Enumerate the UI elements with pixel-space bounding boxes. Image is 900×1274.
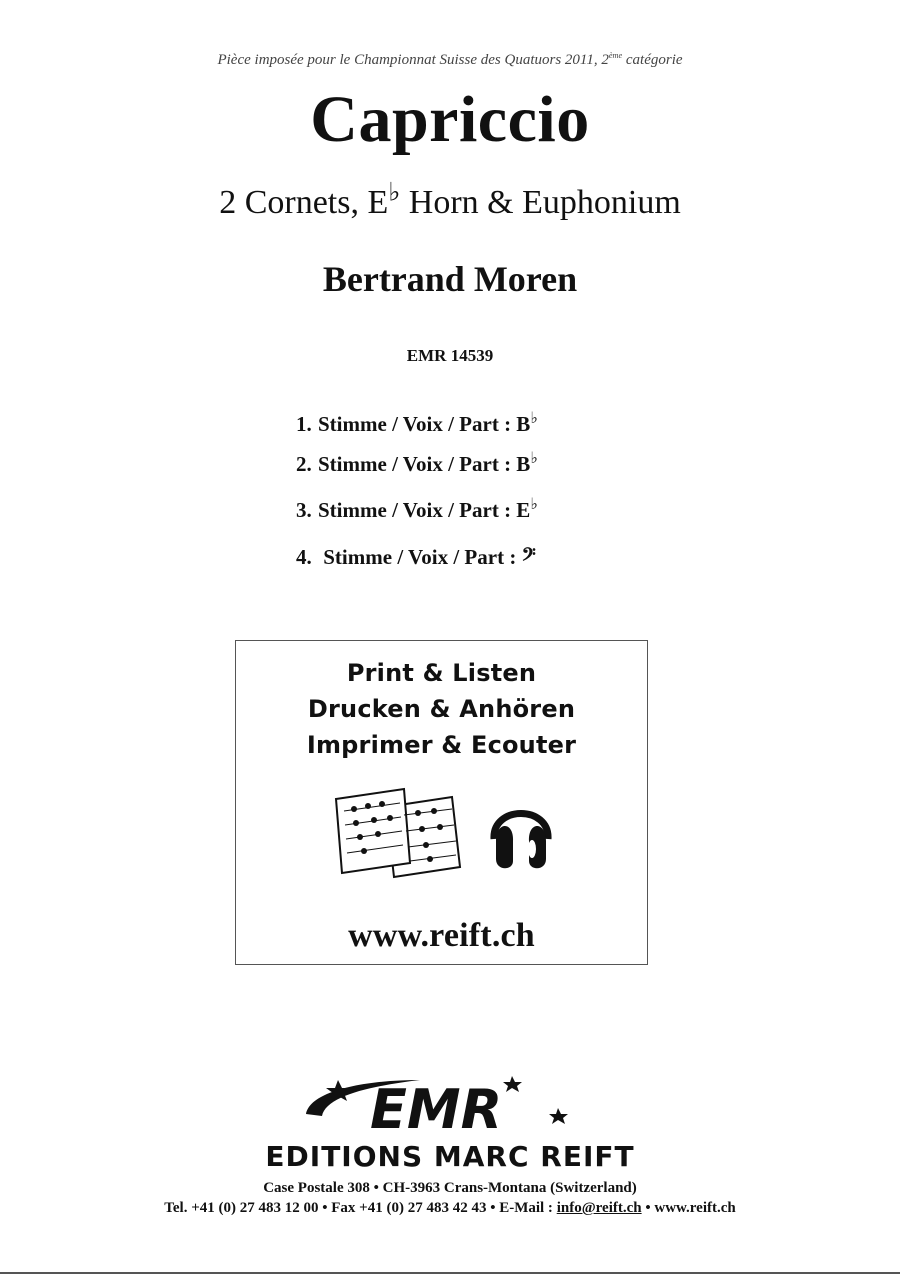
treble-clef-icon: 𝄢	[521, 544, 536, 569]
promo-line-en: Print & Listen	[346, 659, 537, 687]
sheet-music-icon	[334, 787, 464, 881]
website-url[interactable]: www.reift.ch	[348, 917, 535, 954]
part-line-4: 4. Stimme / Voix / Part : 𝄢	[296, 544, 536, 569]
email-link[interactable]: info@reift.ch	[556, 1200, 642, 1216]
publisher-name: EDITIONS MARC REIFT	[265, 1140, 635, 1173]
promo-line-fr: Imprimer & Ecouter	[306, 731, 577, 759]
headphones-icon	[486, 791, 556, 873]
catalog-number: EMR 14539	[406, 346, 494, 365]
composer-name: Bertrand Moren	[322, 259, 578, 299]
emr-logo	[300, 1072, 580, 1140]
part-line-2: 2. Stimme / Voix / Part : B♭	[296, 448, 538, 476]
logo-text: EMR	[370, 1078, 503, 1140]
page-title: Capriccio	[310, 83, 590, 156]
part-line-3: 3. Stimme / Voix / Part : E♭	[296, 494, 538, 522]
promo-line-de: Drucken & Anhören	[307, 695, 576, 723]
part-line-1: 1. Stimme / Voix / Part : B♭	[296, 408, 538, 436]
publisher-contact: Tel. +41 (0) 27 483 12 00 • Fax +41 (0) 27 483 42 43 • E-Mail : info@reift.ch • www.reift.ch	[164, 1200, 736, 1216]
instrumentation: 2 Cornets, E♭ Horn & Euphonium	[219, 177, 681, 221]
publisher-address: Case Postale 308 • CH-3963 Crans-Montana (Switzerland)	[263, 1180, 637, 1196]
print-listen-box	[235, 640, 648, 965]
competition-note: Pièce imposée pour le Championnat Suisse des Quatuors 2011, 2ème catégorie	[217, 51, 683, 68]
